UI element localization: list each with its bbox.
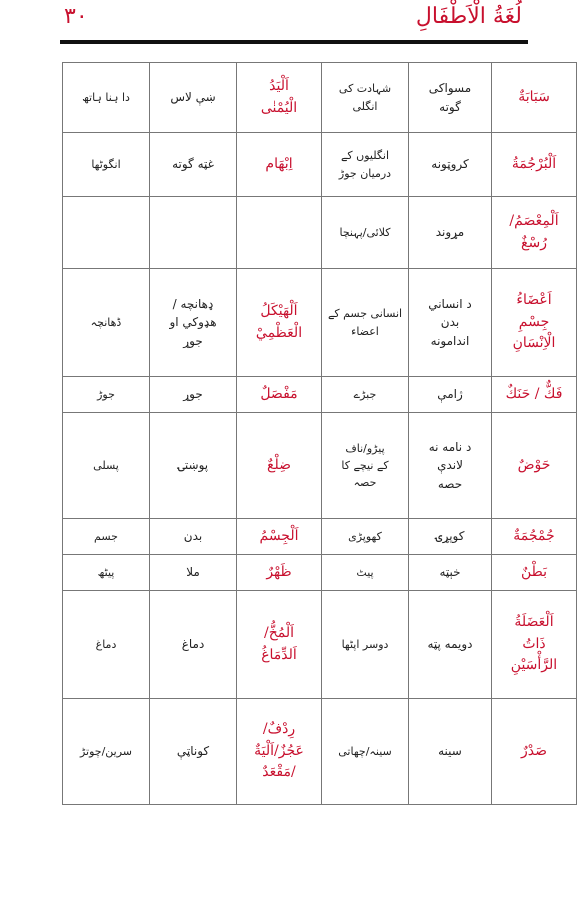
urdu-meaning-cell (63, 519, 150, 555)
cell-line: /مَقْعَدٌ (262, 764, 296, 781)
cell-line: اَعْضَاءُ (516, 291, 552, 308)
urdu-meaning-cell (63, 555, 150, 591)
cell-line: غټه گوته (172, 157, 214, 172)
cell-line: اَلْهَيْكَلُ (260, 302, 298, 319)
cell-line: الْعَظْمِيْ (255, 324, 303, 341)
arabic-term-cell (237, 555, 322, 591)
urdu-meaning-cell (63, 133, 150, 197)
cell-line: عَجُزٌ/اَلْيَةٌ (254, 742, 304, 759)
pashto-meaning-cell (150, 555, 237, 591)
pashto-meaning-cell (409, 269, 492, 377)
arabic-term-cell (492, 555, 577, 591)
cell-line: مسواکی (428, 80, 472, 95)
pashto-meaning-cell (409, 519, 492, 555)
cell-line: انگوٹھا (91, 157, 121, 171)
pashto-meaning-cell (409, 591, 492, 699)
table-row (63, 413, 577, 519)
cell-line: درمیان جوڑ (338, 166, 392, 180)
cell-line: کے نیچے کا (341, 458, 389, 472)
urdu-meaning-cell (322, 63, 409, 133)
urdu-meaning-cell (63, 591, 150, 699)
cell-line: حَوْضٌ (517, 456, 551, 473)
cell-line: ذَاتُ (522, 635, 546, 652)
arabic-term-cell (492, 269, 577, 377)
pashto-meaning-cell (150, 519, 237, 555)
urdu-meaning-cell (322, 519, 409, 555)
arabic-term-cell (237, 377, 322, 413)
table-row (63, 555, 577, 591)
cell-line: اَلْمِعْصَمُ/ (509, 212, 559, 229)
cell-line: پیٹھ (97, 565, 115, 579)
table-row (63, 63, 577, 133)
page-header (0, 0, 582, 50)
cell-line: د نامه نه (428, 439, 472, 454)
pashto-meaning-cell (150, 133, 237, 197)
arabic-term-cell (237, 699, 322, 805)
arabic-term-cell (237, 63, 322, 133)
cell-line: فَكٌّ / حَنَكٌ (505, 385, 563, 402)
urdu-meaning-cell (322, 413, 409, 519)
cell-line: اندامونه (430, 333, 470, 348)
cell-line: کروټونه (431, 157, 469, 172)
cell-line: دويمه پټه (427, 637, 473, 652)
urdu-meaning-cell (63, 197, 150, 269)
cell-line: کوپړۍ (435, 529, 465, 544)
cell-line: ښې لاس (170, 90, 216, 105)
cell-line: ڈھانچہ (90, 315, 122, 329)
cell-line: ډهانچه / (172, 296, 214, 311)
arabic-term-cell (492, 699, 577, 805)
cell-line: پسلی (93, 458, 119, 472)
cell-line: انسانی جسم کے (327, 307, 403, 321)
cell-line: دماغ (181, 637, 205, 652)
cell-line: اَلْعَضَلَةُ (514, 613, 554, 630)
table-row (63, 591, 577, 699)
table-row (63, 269, 577, 377)
cell-line: کھوپڑی (348, 529, 382, 543)
cell-line: انگلی (352, 99, 378, 113)
cell-line: ظَهْرٌ (266, 563, 292, 580)
cell-line: شہادت کی (338, 82, 392, 96)
table-row (63, 133, 577, 197)
pashto-meaning-cell (150, 269, 237, 377)
cell-line: اَلدِّمَاغُ (261, 646, 297, 663)
cell-line: جبڑے (353, 387, 377, 401)
urdu-meaning-cell (322, 555, 409, 591)
urdu-meaning-cell (63, 269, 150, 377)
cell-line: اَلْبُرْجُمَةُ (511, 155, 557, 172)
cell-line: بدن (440, 315, 460, 330)
arabic-term-cell (237, 413, 322, 519)
urdu-meaning-cell (63, 699, 150, 805)
urdu-meaning-cell (322, 133, 409, 197)
cell-line: جوړ (183, 333, 203, 348)
arabic-term-cell (237, 269, 322, 377)
cell-line: کلائی/پہنچا (339, 225, 391, 239)
cell-line: دوسر اپٹھا (341, 637, 389, 651)
urdu-meaning-cell (63, 63, 150, 133)
arabic-term-cell (492, 413, 577, 519)
cell-line: سينه (438, 744, 462, 759)
pashto-meaning-cell (150, 197, 237, 269)
cell-line: جُمْجُمَةٌ (513, 527, 555, 544)
cell-line: جوړ (183, 387, 203, 402)
cell-line: الرَّأْسَيْنِ (510, 657, 558, 674)
cell-line: دماغ (95, 637, 117, 651)
urdu-meaning-cell (63, 377, 150, 413)
cell-line: ضِلْعٌ (267, 456, 291, 473)
cell-line: جسم (94, 529, 118, 543)
cell-line: اعضاء (351, 324, 379, 338)
cell-line: سرین/چوتڑ (79, 744, 133, 758)
urdu-meaning-cell (322, 591, 409, 699)
cell-line: اِبْهَام (265, 155, 293, 172)
cell-line: کوناټې (176, 744, 210, 759)
page-number: ۳۰ (64, 4, 88, 29)
cell-line: لاندې (437, 458, 463, 473)
book-title: لُغَةُ الْاَطْفَالِ (415, 4, 522, 29)
arabic-term-cell (492, 197, 577, 269)
cell-line: صَدْرٌ (521, 742, 547, 759)
cell-line: بَطْنٌ (520, 563, 548, 580)
cell-line: اَلْيَدُ (269, 77, 289, 94)
table-row (63, 197, 577, 269)
arabic-term-cell (237, 519, 322, 555)
table-row (63, 377, 577, 413)
cell-line: خېټه (439, 565, 461, 580)
cell-line: د انساني (428, 296, 472, 311)
cell-line: هډوکي او (169, 315, 217, 330)
cell-line: اَلْمُخُّ/ (263, 624, 294, 641)
cell-line: انگلیوں کے (340, 149, 390, 163)
pashto-meaning-cell (409, 377, 492, 413)
cell-line: ژامې (437, 387, 463, 402)
cell-line: پوښتۍ (177, 458, 209, 473)
pashto-meaning-cell (409, 197, 492, 269)
cell-line: رُسْغٌ (521, 234, 547, 251)
cell-line: الْيُمْنٰى (260, 99, 298, 116)
pashto-meaning-cell (150, 591, 237, 699)
cell-line: حصه (437, 476, 463, 491)
arabic-term-cell (237, 591, 322, 699)
urdu-meaning-cell (322, 269, 409, 377)
pashto-meaning-cell (409, 413, 492, 519)
cell-line: سَبَابَةٌ (518, 88, 550, 105)
arabic-term-cell (492, 133, 577, 197)
cell-line: جِسْمِ (518, 313, 550, 330)
cell-line: جوڑ (97, 387, 115, 401)
cell-line: مړوند (435, 225, 465, 240)
urdu-meaning-cell (322, 377, 409, 413)
cell-line: الْاِنْسَانِ (512, 335, 556, 352)
arabic-term-cell (492, 377, 577, 413)
pashto-meaning-cell (150, 699, 237, 805)
cell-line: حصہ (353, 476, 377, 490)
cell-line: پیٹ (356, 565, 374, 579)
cell-line: بدن (183, 529, 203, 544)
pashto-meaning-cell (150, 377, 237, 413)
cell-line: گوته (439, 99, 461, 114)
arabic-term-cell (492, 63, 577, 133)
arabic-term-cell (492, 519, 577, 555)
header-rule (60, 40, 528, 44)
urdu-meaning-cell (63, 413, 150, 519)
cell-line: دا ہنا ہاتھ (82, 90, 130, 104)
cell-line: اَلْجِسْمُ (259, 527, 299, 544)
arabic-term-cell (237, 133, 322, 197)
arabic-term-cell (237, 197, 322, 269)
pashto-meaning-cell (409, 699, 492, 805)
table-row (63, 699, 577, 805)
cell-line: ملا (186, 565, 200, 580)
urdu-meaning-cell (322, 197, 409, 269)
table-row (63, 519, 577, 555)
vocabulary-table (62, 62, 577, 805)
pashto-meaning-cell (409, 133, 492, 197)
cell-line: رِدْفٌ/ (262, 720, 296, 737)
pashto-meaning-cell (409, 63, 492, 133)
pashto-meaning-cell (409, 555, 492, 591)
pashto-meaning-cell (150, 413, 237, 519)
urdu-meaning-cell (322, 699, 409, 805)
cell-line: مَفْصَلٌ (260, 385, 298, 402)
pashto-meaning-cell (150, 63, 237, 133)
arabic-term-cell (492, 591, 577, 699)
cell-line: پیڑو/ناف (345, 441, 385, 455)
cell-line: سینہ/چھاتی (338, 744, 392, 758)
